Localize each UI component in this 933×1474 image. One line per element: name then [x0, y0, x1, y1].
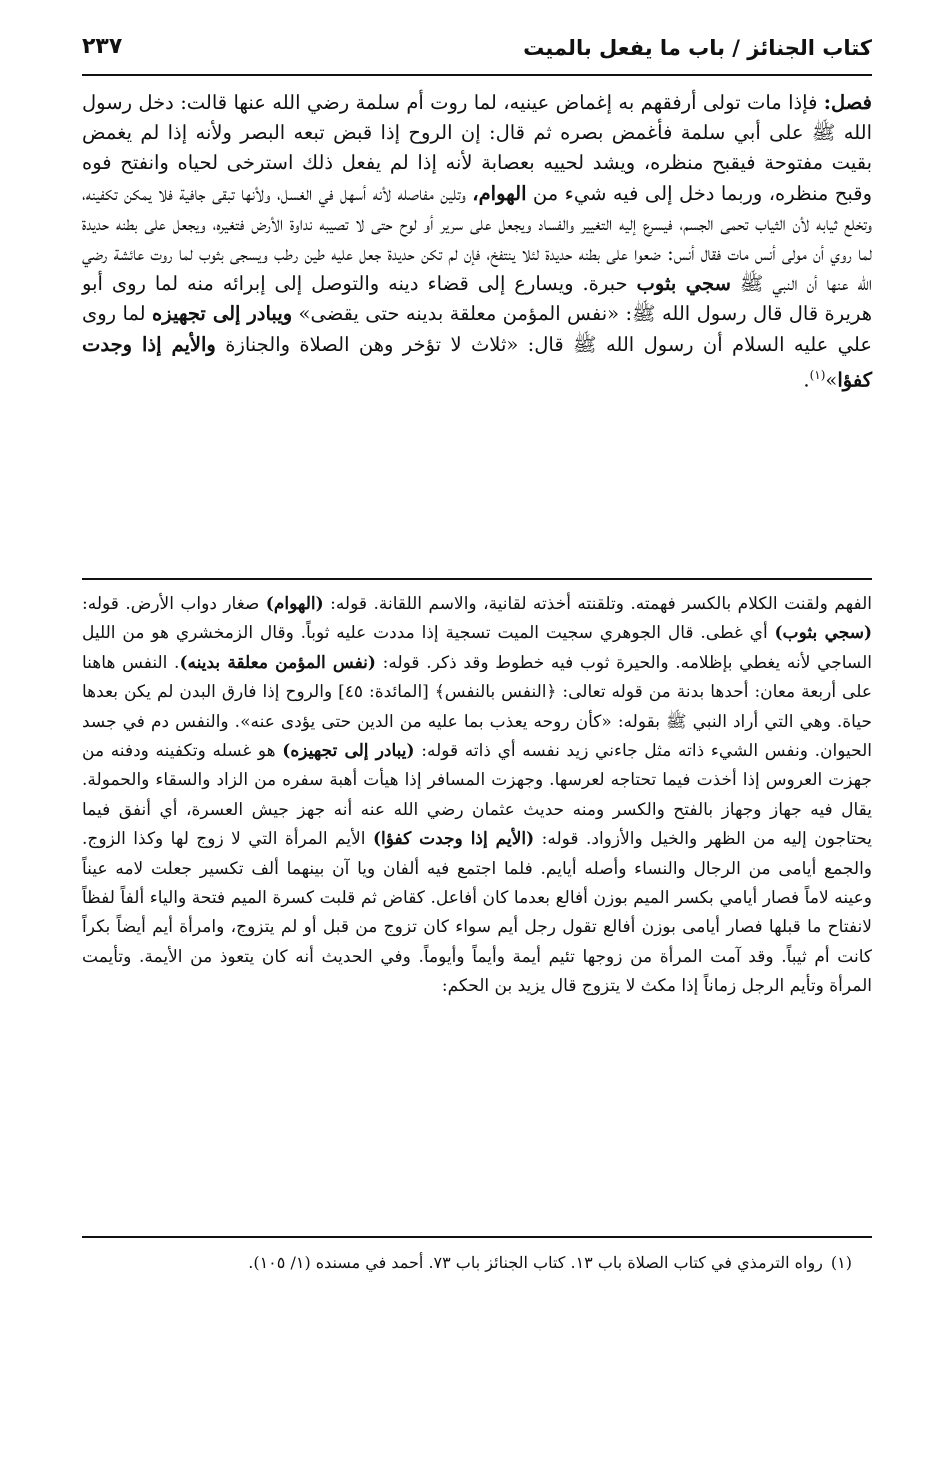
main-text	[82, 88, 872, 396]
commentary-segment: أي غطى. قال الجوهري سجيت الميت تسجية إذا مددت عليه ثوباً. وقال الزمخشري هو من الليل الساجي لأنه يغطي بإظلامه. والحيرة ثوب فيه خطوط وقد ذكر. قوله:	[82, 623, 873, 673]
commentary-segment: . النفس هاهنا على أربعة معان: أحدها بدنة من قوله تعالى: ﴿النفس بالنفس﴾ [المائدة: ٤٥] والروح إذا فارق البدن لم يكن بعدها حياة. وهي التي أراد النبي ﷺ بقوله: «كأن روحه يعذب بما عليه من الدين حتى يؤدى عنه». والنفس دم في جسد الحيوان. ونفس الشيء ذاته مثل جاءني زيد نفسه أي ذاته قوله:	[82, 652, 872, 762]
commentary-term: (سجي بثوب)	[774, 623, 872, 644]
commentary-segment: هو غسله وتكفينه ودفنه من جهزت العروس إذا أخذت فيما تحتاجه لعرسها. وجهزت المسافر إذا هيأت أهبة سفره من الزاد والسقاء والحمولة. يقال فيه جهاز وجهاز بالفتح والكسر ومنه حديث عثمان رضي الله عنه أنه جهز جيش العسرة، أي أنفق فيما يحتاجون إليه من الظهر والخيل والأزواد. قوله:	[82, 741, 872, 850]
page-header	[82, 34, 872, 76]
commentary-segment: الفهم ولقنت الكلام بالكسر فهمته. وتلقنته أخذته لقانية، والاسم اللقانة. قوله:	[323, 594, 872, 614]
main-text-segment: حبرة. ويسارع إلى قضاء دينه والتوصل إلى إبرائه منه لما روى أبو هريرة قال قال رسول الله ﷺ: «نفس المؤمن معلقة بدينه حتى يقضى»	[82, 272, 873, 326]
commentary-term: (الأيم إذا وجدت كفؤا)	[372, 829, 535, 850]
commentary-segment: صغار دواب الأرض. قوله:	[82, 594, 266, 614]
running-title: كتاب الجنائز / باب ما يفعل بالميت	[523, 36, 872, 60]
footnote-mark: (١)	[830, 1253, 852, 1272]
page-number: ٢٣٧	[82, 34, 123, 59]
commentary-segment: الأيم المرأة التي لا زوج لها وكذا الزوج. والجمع أيامى من الرجال والنساء وأصله أيايم. فلما اجتمع فيه ألفان ويا آن بينهما ألف تكسير جعلت لامه عيناً وعينه لاماً فصار أيامي بكسر الميم بوزن أفالع بعدما كان أفاعل. كقاض ثم قلبت كسرة الميم فتحة والياء ألفاً لفظاً لانفتاح ما قبلها فصار أيامى بوزن أفالع تقول رجل أيم سواء كان تزوج من قبل أو لم يتزوج، وامرأة أيم أيضاً بكراً كانت أم ثيباً. وقد آمت المرأة من زوجها تئيم أيمة وأيماً وأيوماً. وفي الحديث أنه كان يتعوذ من الأيمة. وتأيمت المرأة وتأيم الرجل زماناً إذا مكث لا يتزوج قال يزيد بن الحكم:	[82, 829, 872, 997]
main-text-segment: وتلين مفاصله لأنه أسهل في الغسل، ولأنها تبقى جافية فلا يمكن تكفينه، وتخلع ثيابه لأن الثياب تحمى الجسم، فيسرع إليه التغيير والفساد ويجعل على سرير أو لوح حتى لا تصيبه نداوة الأرض فتغيره، ويجعل على بطنه حديدة لما روي أن مولى أنس مات فقال أنس: ضعوا على بطنه حديدة لئلا ينتفخ، فإن لم تكن حديدة جعل عليه طين رطب ويسجى بثوب لما روت عائشة رضي الله عنها أن النبي ﷺ	[82, 181, 872, 296]
main-text-segment: »	[825, 368, 838, 392]
footnote-text: رواه الترمذي في كتاب الصلاة باب ١٣. كتاب الجنائز باب ٧٣. أحمد في مسنده (١/ ١٠٥).	[248, 1253, 823, 1272]
section-label: فصل:	[823, 91, 872, 114]
emphasis-ayyim: والأيم إذا وجدت كفؤا	[82, 332, 872, 392]
main-text-segment: لما روى علي عليه السلام أن رسول الله ﷺ قال: «ثلاث لا تؤخر وهن الصلاة والجنازة	[82, 302, 872, 356]
main-text-segment: فإذا مات تولى أرفقهم به إغماض عينيه، لما روت أم سلمة رضي الله عنها قالت: دخل رسول الله ﷺ على أبي سلمة فأغمض بصره ثم قال: إن الروح إذا قبض تبعه البصر ولأنه إذا لم يغمض بقيت مفتوحة فيقبح منظره، ويشد لحييه بعصابة لأنه إذا لم يفعل ذلك استرخى لحياه وانفتح فوه وقبح منظره، وربما دخل إلى فيه شيء من	[82, 91, 872, 205]
footnote	[82, 1250, 852, 1276]
commentary-text	[82, 590, 872, 1002]
footnote-reference[interactable]: (١)	[809, 367, 826, 382]
commentary-term: (نفس المؤمن معلقة بدينه)	[179, 652, 376, 673]
commentary-divider	[82, 578, 872, 580]
footnote-divider	[82, 1236, 872, 1238]
commentary-term: (يبادر إلى تجهيزه)	[282, 741, 415, 762]
main-text-end: .	[803, 368, 810, 392]
commentary-term: (الهوام)	[265, 594, 324, 614]
emphasis-hawam: الهوام،	[472, 181, 527, 205]
emphasis-yubadir: ويبادر إلى تجهيزه	[152, 302, 293, 326]
emphasis-sujji: سجي بثوب	[636, 272, 731, 296]
